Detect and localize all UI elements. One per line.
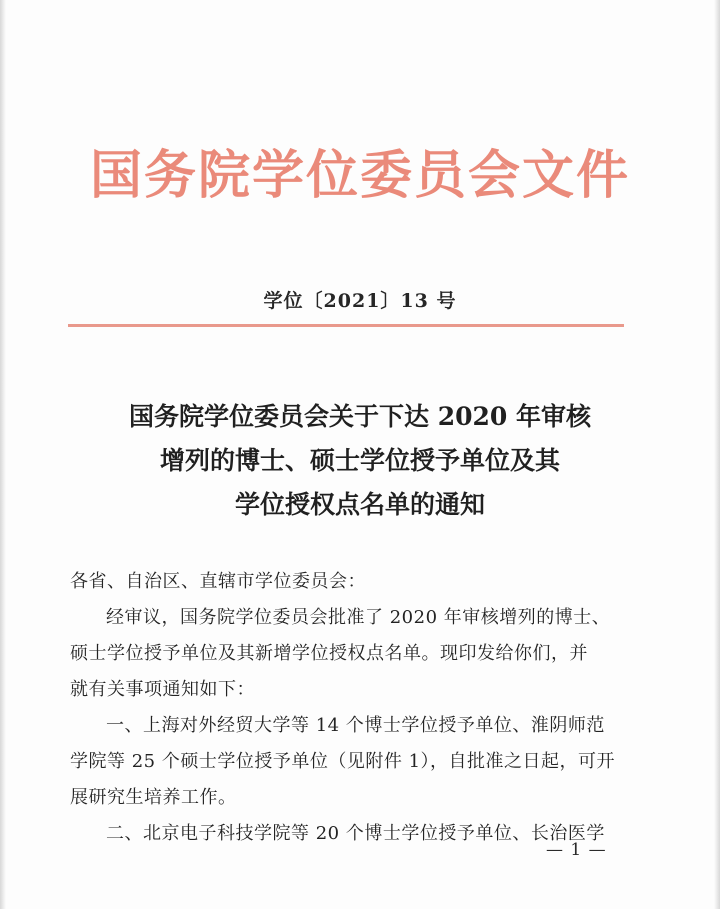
body-line-6: 展研究生培养工作。 — [70, 787, 237, 808]
title-line-1: 国务院学位委员会关于下达 2020 年审核 — [129, 402, 591, 431]
document-body — [70, 564, 630, 852]
body-line-5: 学院等 25 个硕士学位授予单位（见附件 1），自批准之日起，可开 — [70, 751, 616, 772]
body-line-7: 二、北京电子科技学院等 20 个博士学位授予单位、长治医学 — [106, 823, 605, 844]
document-title — [0, 395, 720, 527]
body-line-2: 硕士学位授予单位及其新增学位授权点名单。现印发给你们，并 — [70, 643, 588, 664]
body-line-3: 就有关事项通知如下： — [70, 679, 255, 700]
title-line-2: 增列的博士、硕士学位授予单位及其 — [159, 446, 560, 475]
body-line-4: 一、上海对外经贸大学等 14 个博士学位授予单位、淮阴师范 — [106, 715, 605, 736]
salutation: 各省、自治区、直辖市学位委员会： — [70, 571, 366, 592]
document-number: 学位〔2021〕13 号 — [263, 290, 457, 312]
red-divider-line — [68, 324, 624, 327]
page-number: — 1 — — [546, 840, 607, 860]
issuer-header: 国务院学位委员会文件 — [89, 146, 630, 206]
title-line-3: 学位授权点名单的通知 — [234, 490, 485, 519]
body-line-1: 经审议，国务院学位委员会批准了 2020 年审核增列的博士、 — [106, 607, 611, 628]
